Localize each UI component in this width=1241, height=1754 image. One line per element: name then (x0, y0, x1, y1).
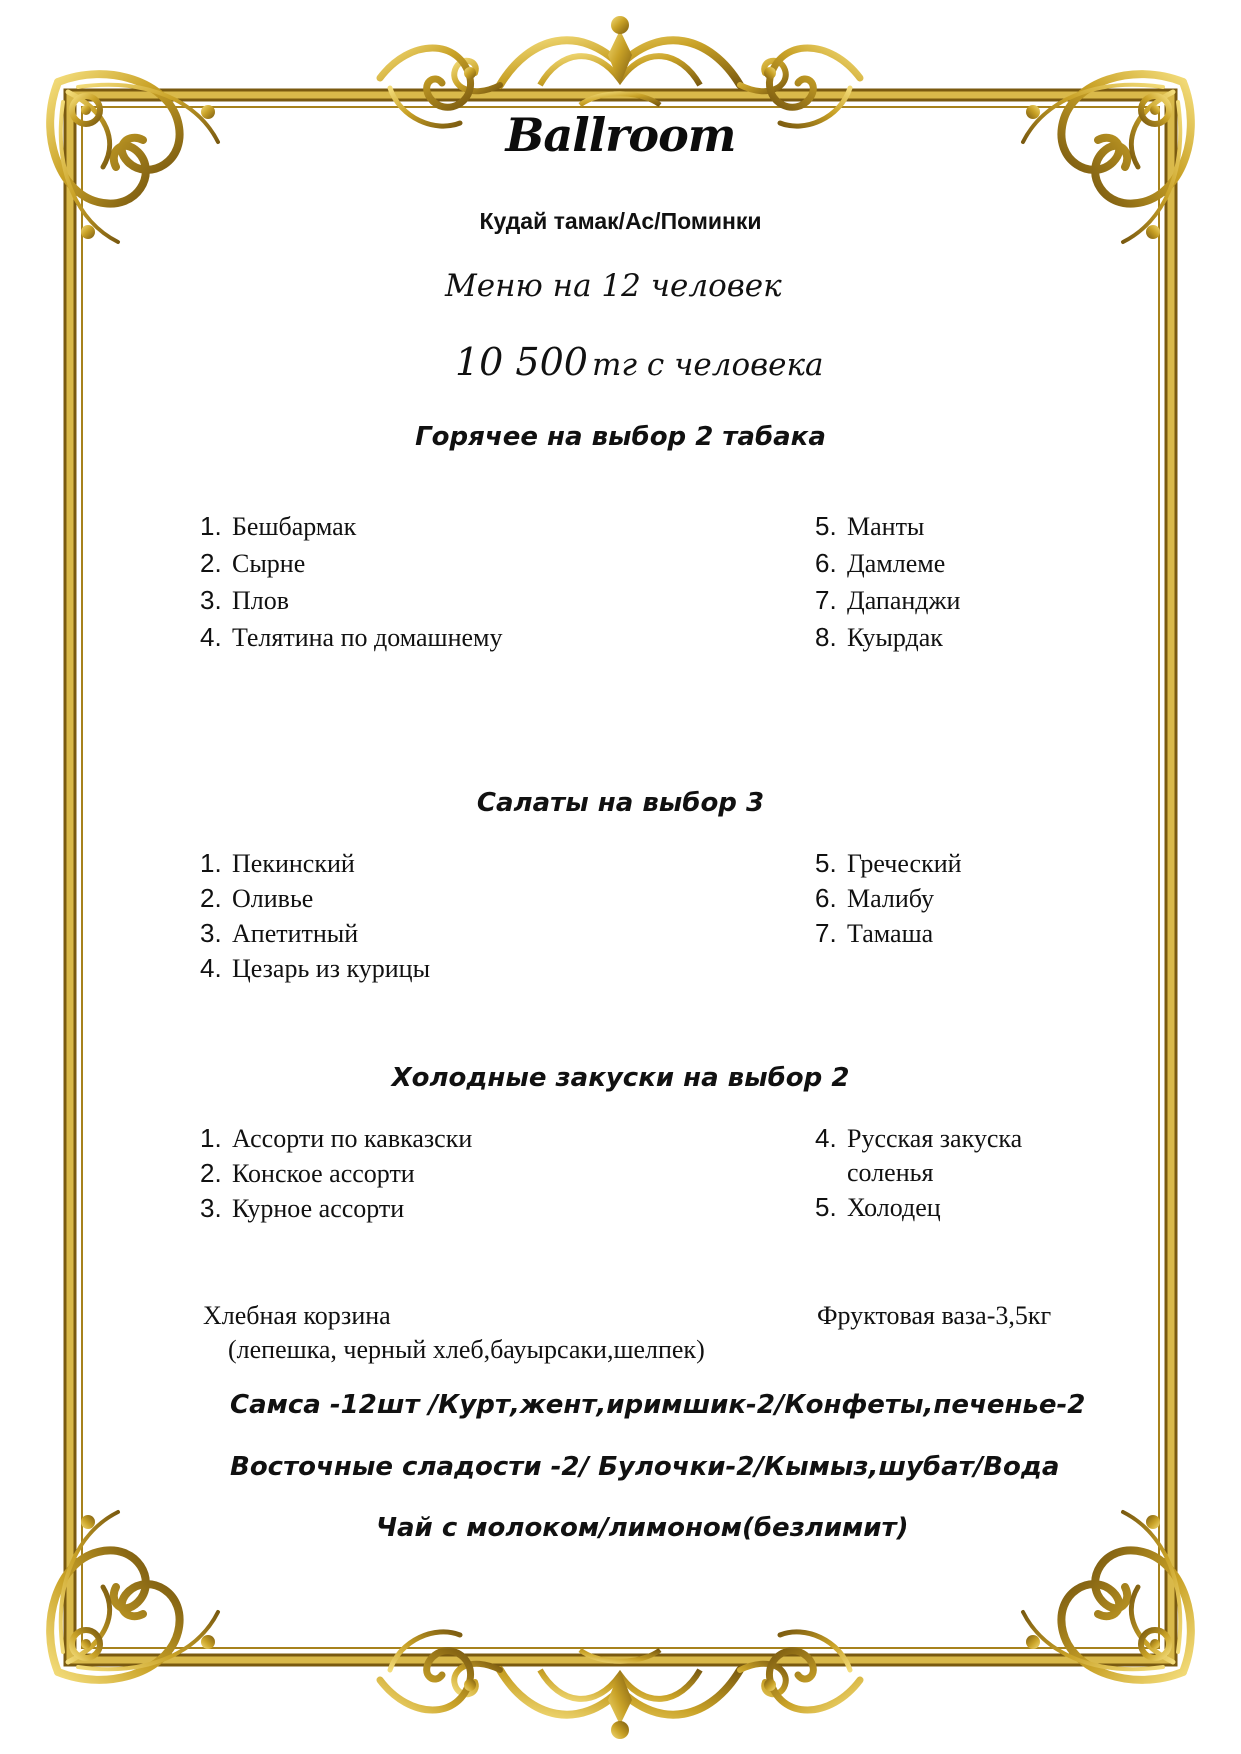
list-item: 1. Бешбармак (200, 511, 357, 541)
list-item: 6. Малибу (815, 883, 935, 913)
list-item: 5. Холодец (815, 1192, 941, 1222)
extras-line: Восточные сладости -2/ Булочки-2/Кымыз,шубат/Вода (230, 1452, 1060, 1482)
list-item: 3. Курное ассорти (200, 1193, 405, 1223)
list-item: 6. Дамлеме (815, 548, 946, 578)
list-item: 2. Сырне (200, 548, 306, 578)
list-item: 1. Ассорти по кавказски (200, 1123, 473, 1153)
hot-heading: Горячее на выбор 2 табака (415, 422, 826, 452)
bread-basket-detail: (лепешка, черный хлеб,бауырсаки,шелпек) (228, 1335, 705, 1364)
list-item: соленья (847, 1158, 934, 1187)
list-item: 3. Плов (200, 585, 290, 615)
list-item: 4. Русская закуска (815, 1123, 1023, 1153)
page-title: Ballroom (505, 108, 736, 162)
list-item: 2. Конское ассорти (200, 1158, 415, 1188)
cold-list-left (200, 1121, 472, 1226)
list-item: 7. Тамаша (815, 918, 934, 948)
list-item: 3. Апетитный (200, 918, 359, 948)
extras-line: Чай с молоком/лимоном(безлимит) (376, 1513, 909, 1543)
hot-list-left (200, 508, 503, 656)
list-item: 4. Телятина по домашнему (200, 622, 503, 652)
fruit-vase-label: Фруктовая ваза-3,5кг (817, 1301, 1052, 1330)
list-item: 8. Куырдак (815, 622, 943, 652)
event-subtitle: Кудай тамак/Ас/Поминки (479, 208, 762, 234)
menu-for-label: Меню на 12 человек (445, 268, 782, 304)
list-item: 5. Манты (815, 511, 925, 541)
list-item: 4. Цезарь из курицы (200, 953, 431, 983)
salads-heading: Салаты на выбор 3 (476, 788, 765, 818)
list-item: 5. Греческий (815, 848, 962, 878)
cold-list-right (815, 1121, 1022, 1225)
price-unit: тг с человека (591, 347, 824, 383)
list-item: 1. Пекинский (200, 848, 355, 878)
price-line (455, 340, 824, 384)
list-item: 7. Дапанджи (815, 585, 961, 615)
hot-list-right (815, 508, 960, 656)
cold-heading: Холодные закуски на выбор 2 (391, 1063, 850, 1093)
list-item: 2. Оливье (200, 883, 314, 913)
salads-list-right (815, 846, 962, 951)
salads-list-left (200, 846, 430, 986)
bread-basket-label: Хлебная корзина (203, 1301, 391, 1330)
extras-line: Самса -12шт /Курт,жент,иримшик-2/Конфеты,печенье-2 (230, 1390, 1086, 1420)
price-value: 10 500 (455, 340, 588, 384)
